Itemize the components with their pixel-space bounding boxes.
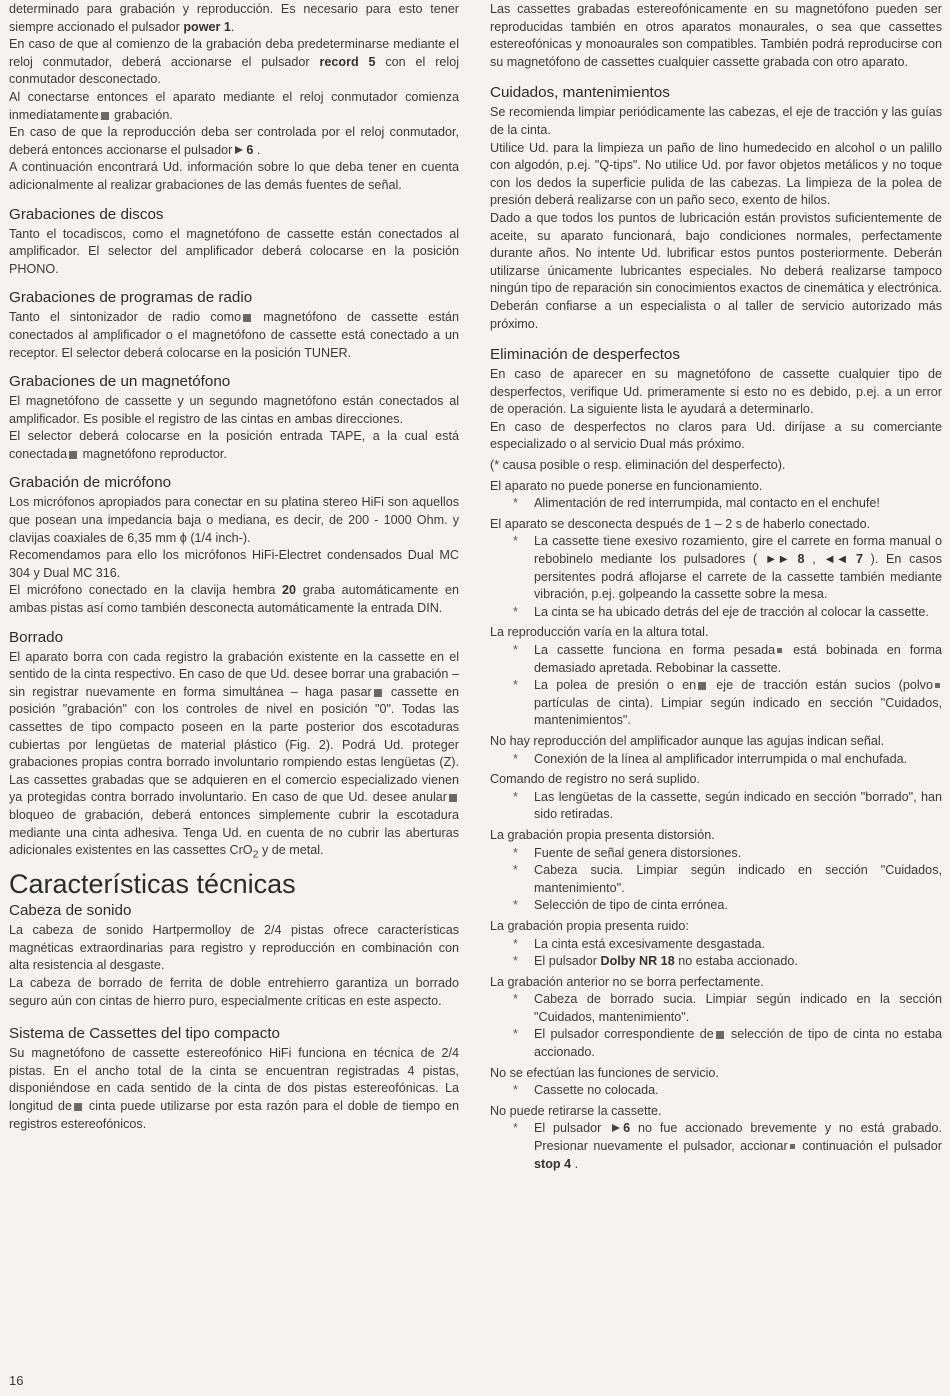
square-glyph [374, 689, 382, 697]
section-heading: Grabaciones de discos [9, 205, 164, 223]
section-text: En caso de desperfectos no claros para Ud. diríjase a su comerciante especializado o al servicio Dual más próximo. [490, 419, 942, 452]
square-glyph [74, 1103, 82, 1111]
square-glyph [777, 648, 782, 653]
section-heading: Cuidados, mantenimientos [490, 84, 670, 102]
section-heading: Eliminación de desperfectos [490, 346, 680, 364]
section-text: Los micrófonos apropiados para conectar en su platina stereo HiFi son aquellos que posean una impedancia baja o mediana, es decir, de 200 - 1000 Ohm. y clavijas coaxiales de 6,35 mm ϕ (1/4 inch-). [9, 495, 459, 545]
play-icon [235, 146, 243, 154]
section-text: La cabeza de borrado de ferrita de doble entrehierro garantiza un borrado seguro aún con cintas de hierro puro, especialmente críticas en este aspecto. [9, 976, 459, 1008]
section-text: Utilice Ud. para la limpieza un paño de lino humedecido en alcohol o un palillo con algodón, p.ej. "Q-tips". No utilice Ud. por favor objetos metálicos y no toque con los dedos la superficie pulida de las cabezas. La limpieza de la polea de presión deberá realizarse con un paño seco, exento de hilos. [490, 140, 942, 208]
square-glyph [790, 1144, 795, 1149]
fault-cause: * Alimentación de red interrumpida, mal contacto en el enchufe! [534, 495, 942, 513]
section-heading: Grabaciones de un magnetófono [9, 373, 231, 391]
fault-item: La grabación anterior no se borra perfectamente. [490, 974, 764, 989]
section-heading: Grabación de micrófono [9, 474, 172, 492]
section-text: Tanto el tocadiscos, como el magnetófono de cassette están conectados al amplificador. El selector del amplificador deberá colocarse en la posición PHONO. [9, 226, 459, 276]
fault-item: La grabación propia presenta distorsión. [490, 827, 715, 842]
fault-cause: * El pulsador 6 no fue accionado brevemente y no está grabado. Presionar nuevamente el pulsador, accionar continuación el pulsador stop 4 . [534, 1120, 942, 1173]
section-heading: Cabeza de sonido [9, 902, 132, 920]
intro-paragraph: determinado para grabación y reproducción. Es necesario para esto tener siempre accionado el pulsador power 1. [9, 2, 459, 34]
square-glyph [935, 683, 940, 688]
intro-paragraph: A continuación encontrará Ud. información sobre lo que deba tener en cuenta adicionalmente al realizar grabaciones de las demás fuentes de señal. [9, 160, 459, 192]
fault-cause: * Cabeza sucia. Limpiar según indicado en sección "Cuidados, mantenimiento". [534, 862, 942, 897]
fault-cause: * La cassette funciona en forma pesada está bobinada en forma demasiado apretada. Rebobinar la cassette. [534, 642, 942, 677]
square-glyph [69, 451, 77, 459]
fault-item: El aparato se desconecta después de 1 – 2 s de haberlo conectado. [490, 516, 871, 531]
intro-paragraph: Al conectarse entonces el aparato mediante el reloj conmutador comienza inmediatamente grabación. [9, 89, 459, 122]
square-glyph [243, 314, 251, 322]
intro-paragraph: En caso de que al comienzo de la grabación deba predeterminarse mediante el reloj conmutador, deberá accionarse el pulsador record 5 con el reloj conmutador desconectado. [9, 37, 460, 87]
fault-cause: * Cassette no colocada. [534, 1082, 942, 1100]
fault-cause: * Las lengüetas de la cassette, según indicado en sección "borrado", han sido retiradas. [534, 789, 942, 824]
intro-paragraph: Las cassettes grabadas estereofónicamente en su magnetófono pueden ser reproducidas también en otros aparatos monaurales, o sea que cassettes estereofónicas y monoaurales son compatibles. También podrá reproducirse con su magnetófono de cassettes cualquier cassette grabada con otro aparato. [490, 2, 942, 69]
left-column [9, 0, 459, 1133]
section-text: El selector deberá colocarse en la posición entrada TAPE, a la cual está conectada magnetófono reproductor. [9, 429, 459, 461]
section-text: El aparato borra con cada registro la grabación existente en la cassette en el sentido de la cinta respectivo. En caso de que Ud. desee borrar una grabación – sin registrar nuevamente en forma simultánea – haga pasar cassette en posición "grabación" con los controles de nivel en posición "0". Todas las cassettes de tipo compacto poseen en la parte posterior dos escotaduras cubiertas por lengüetas de material plástico (Fig. 2). Podrá Ud. proteger grabaciones propias contra borrado involuntario rompiendo estas lengüetas (Z). Las cassettes grabadas que se adquieren en el comercio especializado vienen ya protegidas contra borrado involuntario. En caso de que Ud. desee anular bloqueo de grabación, deberá entonces simplemente cubrir la escotadura mediante una cinta adhesiva. Tenga Ud. en cuenta de no cubrir las aberturas adicionales existentes en las cassettes CrO$_2$ y de metal. [9, 649, 459, 861]
fault-cause: * La cinta está excesivamente desgastada. [534, 936, 942, 954]
section-text: Dado a que todos los puntos de lubricación están provistos suficientemente de aceite, su aparato funcionará, bajo condiciones normales, perfectamente durante años. No intente Ud. lubrificar estos puntos posteriormente. Deberán utilizarse únicamente lubricantes especiales. No deberá realizarse tampoco ningún tipo de reparación sin conocimientos exactos de cinemática y electrónica. Deberán confiarse a un especialista o al taller de servicio autorizado más próximo. [490, 210, 942, 331]
fault-cause: * Conexión de la línea al amplificador interrumpida o mal enchufada. [534, 751, 942, 769]
intro-paragraph: En caso de que la reproducción deba ser controlada por el reloj conmutador, deberá entonces accionarse el pulsador 6 . [9, 125, 459, 157]
square-glyph [716, 1031, 724, 1039]
fault-cause: * El pulsador correspondiente de selección de tipo de cinta no estaba accionado. [534, 1026, 942, 1061]
section-text: Se recomienda limpiar periódicamente las cabezas, el eje de tracción y las guías de la cinta. [490, 105, 942, 137]
fault-item: No puede retirarse la cassette. [490, 1103, 662, 1118]
section-text: En caso de aparecer en su magnetófono de cassette cualquier tipo de desperfectos, verifique Ud. primeramente si esto no es debido, p.ej. a un error de operación. La siguiente lista le ayudará a determinarlo. [490, 367, 942, 417]
fault-item: El aparato no puede ponerse en funcionamiento. [490, 478, 763, 493]
section-heading: Sistema de Cassettes del tipo compacto [9, 1025, 280, 1043]
section-text: El magnetófono de cassette y un segundo magnetófono están conectados al amplificador. Es posible el registro de las cintas en ambas direcciones. [9, 394, 459, 426]
square-glyph [101, 112, 109, 120]
fault-item: Comando de registro no será suplido. [490, 772, 701, 787]
section-text: El micrófono conectado en la clavija hembra 20 graba automáticamente en ambas pistas así como también desconecta automáticamente la entrada DIN. [9, 583, 459, 616]
section-text: La cabeza de sonido Hartpermolloy de 2/4 pistas ofrece características magnéticas extraordinarias para registro y reproducción en combinación con alta resistencia al desgaste. [9, 923, 459, 973]
section-text: Tanto el sintonizador de radio como magnetófono de cassette están conectados al amplificador o el magnetófono de cassette está conectado a un receptor. El selector deberá colocarse en la posición TUNER. [9, 310, 459, 360]
section-heading: Borrado [9, 628, 64, 646]
section-text: (* causa posible o resp. eliminación del desperfecto). [490, 458, 786, 473]
fault-cause: * Selección de tipo de cinta errónea. [534, 897, 942, 915]
fault-cause: * Fuente de señal genera distorsiones. [534, 845, 942, 863]
fault-cause: * La cinta se ha ubicado detrás del eje de tracción al colocar la cassette. [534, 604, 942, 622]
fault-cause: * La cassette tiene exesivo rozamiento, gire el carrete en forma manual o rebobinelo mediante los pulsadores ( ►► 8 , ◄◄ 7 ). En casos persitentes podrá aflojarse el carrete de la cassette también mediante vibración, p.ej. golpeando la cassette sobre la mesa. [534, 533, 942, 603]
page-number: 16 [9, 1373, 24, 1388]
fault-cause: * Cabeza de borrado sucia. Limpiar según indicado en la sección "Cuidados, mantenimiento". [534, 991, 942, 1026]
right-column [490, 0, 942, 1173]
section-text: Recomendamos para ello los micrófonos HiFi-Electret condensados Dual MC 304 y Dual MC 316. [9, 548, 459, 580]
square-glyph [698, 682, 706, 690]
section-heading: Grabaciones de programas de radio [9, 289, 253, 307]
fault-cause: * El pulsador Dolby NR 18 no estaba accionado. [534, 953, 942, 971]
fault-item: No se efectúan las funciones de servicio. [490, 1065, 719, 1080]
section-text: Su magnetófono de cassette estereofónico HiFi funciona en técnica de 2/4 pistas. En el ancho total de la cinta se encuentran registradas 4 pistas, disponiéndose en cada sentido de la cinta de dos pistas estereofónicas. La longitud de cinta puede utilizarse por esta razón para el doble de tiempo en registros estereofónicos. [9, 1046, 460, 1131]
page-title: Características técnicas [9, 869, 296, 900]
fault-item: La reproducción varía en la altura total. [490, 625, 709, 640]
play-icon [612, 1124, 620, 1132]
fault-item: La grabación propia presenta ruido: [490, 918, 689, 933]
fault-item: No hay reproducción del amplificador aunque las agujas indican señal. [490, 733, 885, 748]
square-glyph [449, 794, 457, 802]
fault-cause: * La polea de presión o en eje de tracción están sucios (polvo partículas de cinta). Limpiar según indicado en sección "Cuidados, mantenimientos". [534, 677, 942, 730]
